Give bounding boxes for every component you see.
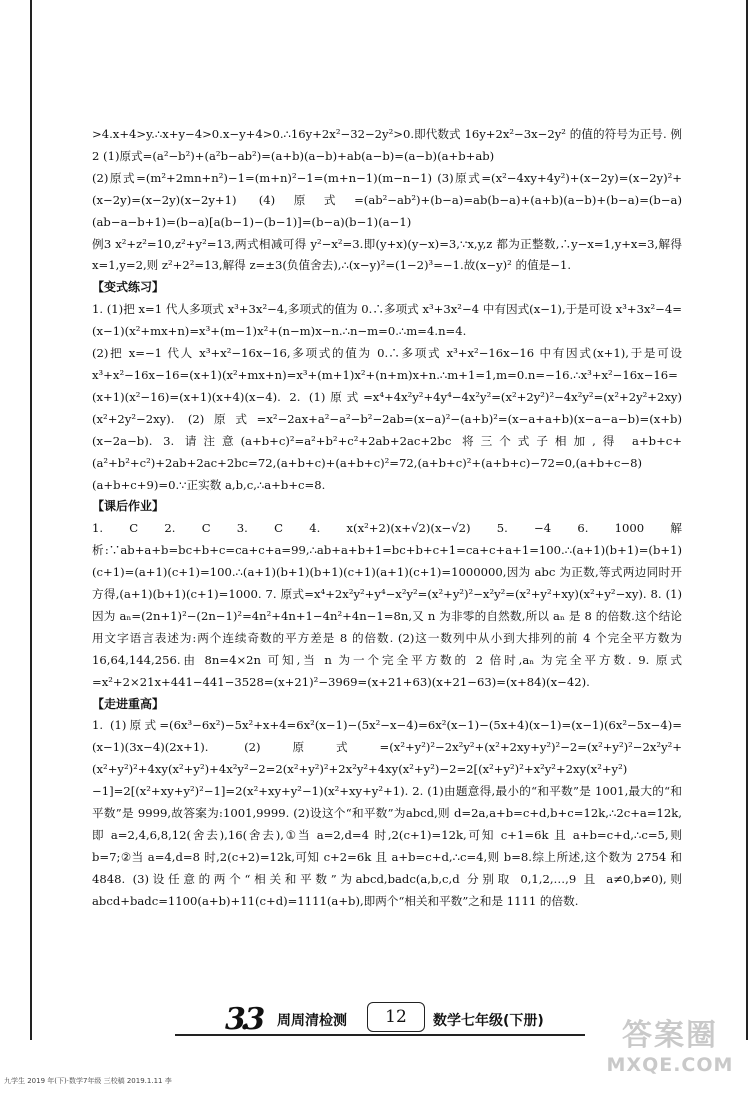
page-footer xyxy=(225,996,585,1040)
brand-logo: 3.3 xyxy=(225,1002,260,1037)
watermark-url: MXQE.COM xyxy=(606,1054,734,1076)
watermark-title: 答案圈 xyxy=(622,1018,718,1053)
subject-label: 数学七年级(下册) xyxy=(433,1013,544,1029)
brand-name: 周周清检测 xyxy=(277,1013,347,1029)
section-heading-zoujin: 【走进重高】 xyxy=(92,696,165,711)
paragraph-intro-3: 例3 x²+z²=10,z²+y²=13,两式相减可得 y²−x²=3.即(y+x)(y−x)=3,∵x,y,z 都为正整数,∴y−x=1,y+x=3,解得 x=1,y=2,则 z²+2²=13,解得 z=±3(负值舍去),∴(x−y)²=(1−2)³=−1.故(x−y)² 的值是−1. xyxy=(92,236,682,273)
answer-content xyxy=(92,124,682,913)
paragraph-zoujin-1: 1. (1)原式=(6x³−6x²)−5x²+x+4=6x²(x−1)−(5x²−x−4)=6x²(x−1)−(5x+4)(x−1)=(x−1)(6x²−5x−4)=(x−1)(3x−4)(2x+1). (2)原式=(x²+y²)²−2x²y²+(x²+2xy+y²)²−2=(x²+y²)²−2x²y²+(x²+y²)²+4xy(x²+y²)+4x²y²−2=2(x²+y²)²+2x²y²+4xy(x²+y²)−2=2[(x²+y²)²+x²y²+2xy(x²+y²)−1]=2[(x²+xy+y²)²−1]=2(x²+xy+y²−1)(x²+xy+y²+1). 2. (1)由题意得,最小的“和平数”是 1001,最大的“和平数”是 9999,故答案为:1001,9999. (2)设这个“和平数”为abcd,则 d=2a,a+b=c+d,b+c=12k,∴2c+a=12k,即 a=2,4,6,8,12(舍去),16(舍去),①当 a=2,d=4 时,2(c+1)=12k,可知 c+1=6k 且 a+b=c+d,∴c=5,则 b=7;②当 a=4,d=8 时,2(c+2)=12k,可知 c+2=6k 且 a+b=c+d,∴c=4,则 b=8.综上所述,这个数为 2754 和 4848. (3)设任意的两个“相关和平数”为abcd,badc(a,b,c,d 分别取 0,1,2,…,9 且 a≠0,b≠0),则abcd+badc=1100(a+b)+11(c+d)=1111(a+b),即两个“相关和平数”之和是 1111 的倍数. xyxy=(92,718,682,908)
footer-divider xyxy=(175,1034,585,1036)
watermark xyxy=(600,1010,740,1076)
section-heading-kehou: 【课后作业】 xyxy=(92,499,165,514)
page-number: 12 xyxy=(367,1002,425,1032)
paragraph-intro-1: >4.x+4>y.∴x+y−4>0.x−y+4>0.∴16y+2x²−32−2y²>0.即代数式 16y+2x²−3x−2y² 的值的符号为正号. 例2 (1)原式=(a²−b²)+(a²b−ab²)=(a+b)(a−b)+ab(a−b)=(a−b)(a+b+ab) xyxy=(92,127,682,163)
paragraph-kehou-1: 1. C 2. C 3. C 4. x(x²+2)(x+√2)(x−√2) 5. −4 6. 1000 解析:∵ab+a+b=bc+b+c=ca+c+a=99,∴ab+a+b+1=bc+b+c+1=ca+c+a+1=100.∴(a+1)(b+1)=(b+1)(c+1)=(a+1)(c+1)=100.∴(a+1)(b+1)(b+1)(c+1)(a+1)(c+1)=1000000,因为 abc 为正数,等式两边同时开方得,(a+1)(b+1)(c+1)=1000. 7. 原式=x⁴+2x²y²+y⁴−x²y²=(x²+y²)²−x²y²=(x²+y²+xy)(x²+y²−xy). 8. (1)因为 aₙ=(2n+1)²−(2n−1)²=4n²+4n+1−4n²+4n−1=8n,又 n 为非零的自然数,所以 aₙ 是 8 的倍数.这个结论用文字语言表述为:两个连续奇数的平方差是 8 的倍数. (2)这一数列中从小到大排列的前 4 个完全平方数为 16,64,144,256.由 8n=4×2n 可知,当 n 为一个完全平方数的 2 倍时,aₙ 为完全平方数. 9. 原式=x²+2×21x+441−441−3528=(x+21)²−3969=(x+21+63)(x+21−63)=(x+84)(x−42). xyxy=(92,521,682,689)
paragraph-bianshi-2: (2)把 x=−1 代人 x³+x²−16x−16,多项式的值为 0.∴多项式 x³+x²−16x−16 中有因式(x+1),于是可设 x³+x²−16x−16=(x+1)(x²+mx+n)=x³+(m+1)x²+(n+m)x+n.∴m+1=1,m=0.n=−16.∴x³+x²−16x−16=(x+1)(x²−16)=(x+1)(x+4)(x−4). 2. (1)原式=x⁴+4x²y²+4y⁴−4x²y²=(x²+2y²)²−4x²y²=(x²+2y²+2xy)(x²+2y²−2xy). (2)原式=x²−2ax+a²−a²−b²−2ab=(x−a)²−(a+b)²=(x−a+a+b)(x−a−a−b)=(x+b)(x−2a−b). 3. 请注意(a+b+c)²=a²+b²+c²+2ab+2ac+2bc 将三个式子相加,得 a+b+c+(a²+b²+c²)+2ab+2ac+2bc=72,(a+b+c)+(a+b+c)²=72,(a+b+c)²+(a+b+c)−72=0,(a+b+c−8)(a+b+c+9)=0.∵正实数 a,b,c,∴a+b+c=8. xyxy=(92,346,682,492)
section-heading-bianshi: 【变式练习】 xyxy=(92,280,165,295)
paragraph-bianshi-1: 1. (1)把 x=1 代人多项式 x³+3x²−4,多项式的值为 0.∴多项式 x³+3x²−4 中有因式(x−1),于是可设 x³+3x²−4=(x−1)(x²+mx+n)=x³+(m−1)x²+(n−m)x−n.∴n−m=0.∴m=4.n=4. xyxy=(92,302,682,339)
print-imprint: 九学生 2019 年(下)·数学7年级 三校稿 2019.1.11 李 xyxy=(4,1077,172,1085)
paragraph-intro-2: (2)原式=(m²+2mn+n²)−1=(m+n)²−1=(m+n−1)(m−n−1) (3)原式=(x²−4xy+4y²)+(x−2y)=(x−2y)²+(x−2y)=(x−2y)(x−2y+1) (4)原式=(ab²−ab²)+(b−a)=ab(b−a)+(a+b)(a−b)+(b−a)=(b−a)(ab−a−b+1)=(b−a)[a(b−1)−(b−1)]=(b−a)(b−1)(a−1) xyxy=(92,170,682,229)
